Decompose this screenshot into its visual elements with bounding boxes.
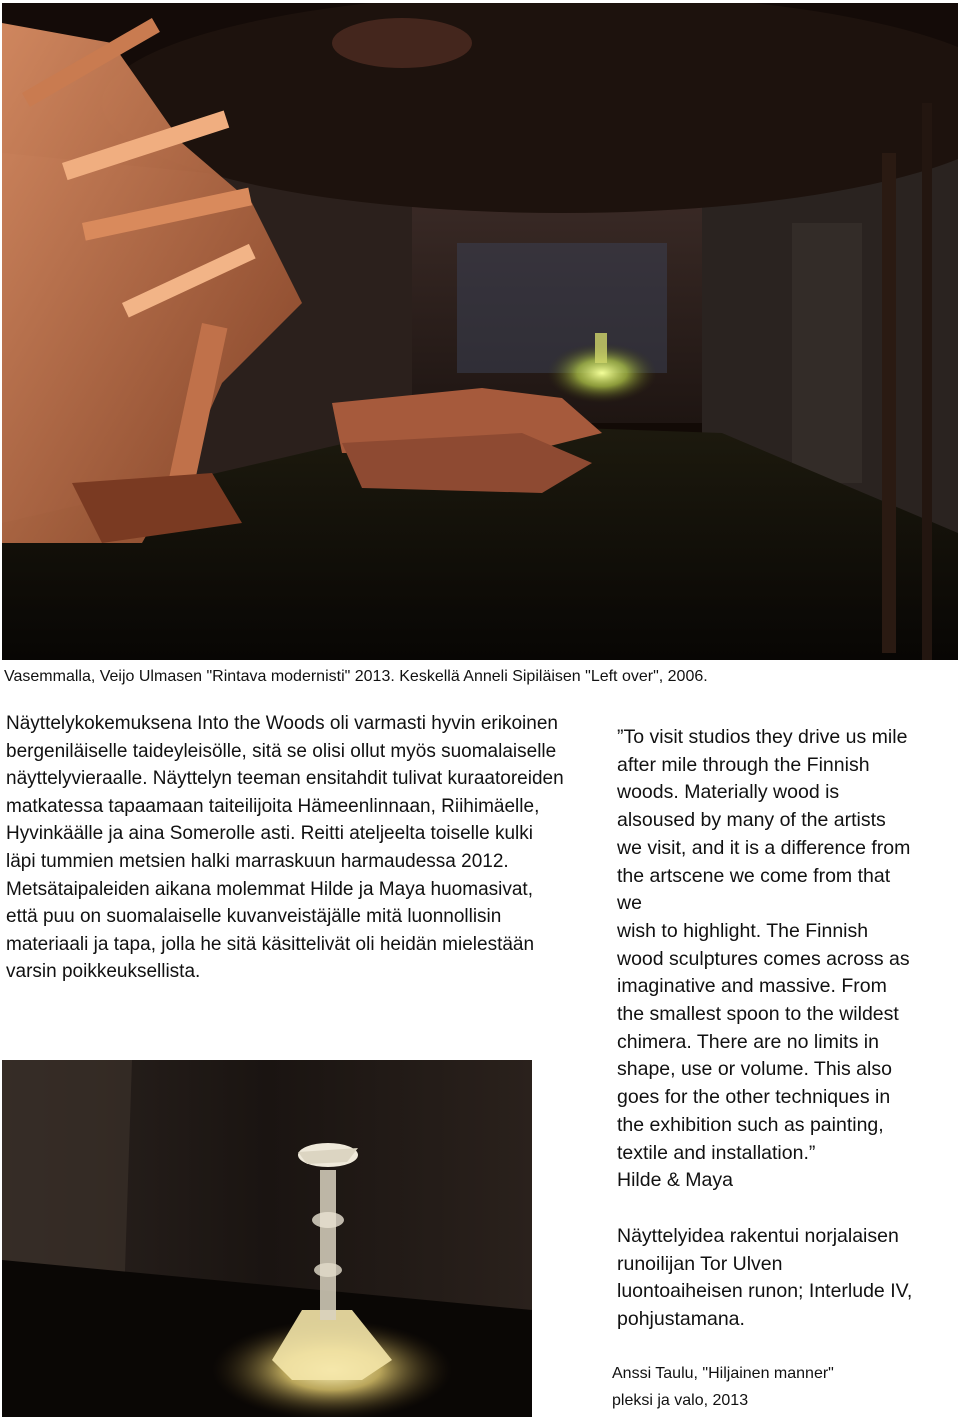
idea-line: pohjustamana.	[617, 1308, 745, 1331]
quote-line: the smallest spoon to the wildest	[617, 1003, 899, 1026]
quote-line: the artscene we come from that	[617, 864, 891, 887]
quote-line: chimera. There are no limits in	[617, 1030, 879, 1053]
quote-line: we visit, and it is a difference from	[617, 836, 911, 859]
photo-caption-bottom	[612, 1360, 834, 1414]
quote-line: goes for the other techniques in	[617, 1086, 891, 1109]
quote-line: alsoused by many of the artists	[617, 809, 886, 832]
exhibition-idea-paragraph	[617, 1223, 957, 1334]
caption-bottom-line: pleksi ja valo, 2013	[612, 1392, 749, 1409]
quote-line: we	[617, 892, 642, 915]
exhibition-photo-bottom-drawing	[2, 1060, 532, 1417]
idea-line: Näyttelyidea rakentui norjalaisen	[617, 1225, 899, 1247]
exhibition-photo-top-drawing	[2, 3, 958, 660]
exhibition-photo-top	[2, 3, 958, 660]
quote-line: ”To visit studios they drive us mile	[617, 726, 908, 748]
photo-caption-top: Vasemmalla, Veijo Ulmasen "Rintava modernisti" 2013. Keskellä Anneli Sipiläisen "Left over", 2006.	[4, 668, 708, 685]
quote-line: shape, use or volume. This also	[617, 1058, 892, 1081]
quote-line: woods. Materially wood is	[617, 781, 840, 804]
quote-line: after mile through the Finnish	[617, 753, 870, 776]
exhibition-photo-bottom	[2, 1060, 532, 1417]
quote-line: textile and installation.”	[617, 1141, 816, 1164]
quote-line: wood sculptures comes across as	[617, 947, 910, 970]
idea-line: runoilijan Tor Ulven	[617, 1252, 783, 1275]
curator-quote	[617, 724, 957, 1195]
quote-line: imaginative and massive. From	[617, 975, 887, 998]
quote-author: Hilde & Maya	[617, 1169, 733, 1192]
finnish-paragraph: Näyttelykokemuksena Into the Woods oli varmasti hyvin erikoinen bergeniläiselle taideyleisölle, sitä se olisi ollut myös suomalaiselle näyttelyvieraalle. Näyttelyn teeman ensitahdit tulivat kuraatoreiden matkatessa tapaamaan taiteilijoita Hämeenlinnaan, Riihimäelle, Hyvinkäälle ja aina Somerolle asti. Reitti ateljeelta toiselle kulki läpi tummien metsien halki marraskuun harmaudessa 2012. Metsätaipaleiden aikana molemmat Hilde ja Maya huomasivat, että puu on suomalaiselle kuvanveistäjälle mitä luonnollisin materiaali ja tapa, jolla he sitä käsittelivät oli heidän mielestään varsin poikkeuksellista.	[6, 713, 564, 983]
quote-line: wish to highlight. The Finnish	[617, 919, 869, 942]
idea-line: luontoaiheisen runon; Interlude IV,	[617, 1280, 913, 1303]
quote-line: the exhibition such as painting,	[617, 1113, 884, 1136]
caption-bottom-line: Anssi Taulu, "Hiljainen manner"	[612, 1365, 834, 1382]
